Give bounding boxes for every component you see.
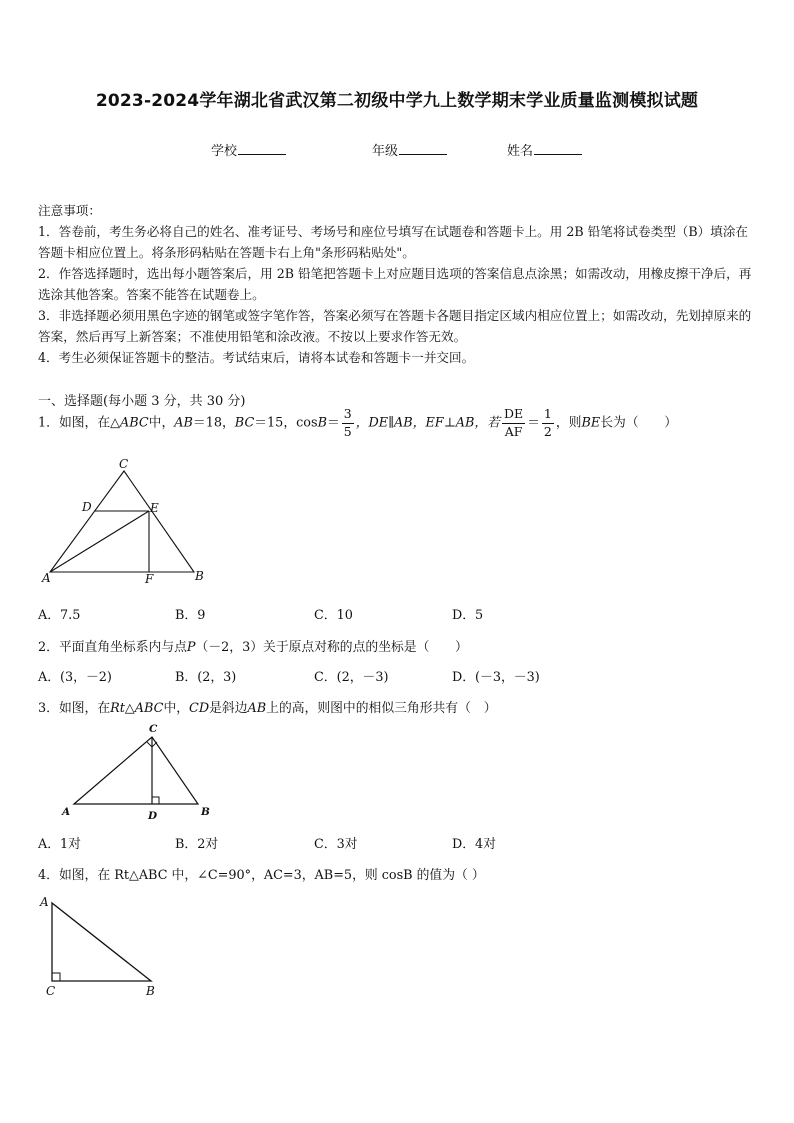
notice-item-2: 2．作答选择题时，选出每小题答案后，用 2B 铅笔把答题卡上对应题目选项的答案信息点涂黑；如需改动，用橡皮擦干净后，再选涂其他答案。答案不能答在试题卷上。 <box>38 266 752 302</box>
name-blank <box>534 142 582 155</box>
q3-option-c[interactable]: C．3对 <box>314 837 358 852</box>
q3-label-d: D <box>148 810 158 822</box>
q1-fraction-de-af <box>502 408 525 438</box>
q2-text-a: 2．平面直角坐标系内与点 <box>38 640 187 655</box>
q3-cd: CD <box>189 701 210 716</box>
q1-eq2: ＝ <box>527 415 540 431</box>
q1-bc-val: ＝15，cos <box>254 415 318 431</box>
q3-ab: AB <box>247 701 267 716</box>
q1-label-e: E <box>150 501 159 515</box>
notice-block <box>38 200 760 368</box>
q1-frac1-den: 5 <box>343 423 352 439</box>
q1-fraction-cosb <box>342 408 354 438</box>
grade-field <box>372 140 447 159</box>
q3-text-c: 是斜边 <box>209 701 248 716</box>
q1-option-a[interactable]: A．7.5 <box>38 608 81 623</box>
q3-option-b[interactable]: B．2对 <box>175 837 219 852</box>
question-4-stem: 4．如图，在 Rt△ABC 中，∠C=90°，AC=3，AB=5，则 cosB 的值为（ ） <box>38 868 485 883</box>
q2-option-a[interactable]: A．(3，－2) <box>38 670 112 685</box>
q3-text-b: 中， <box>163 701 190 716</box>
q2-option-c[interactable]: C．(2，－3) <box>314 670 389 685</box>
q1-ab: AB <box>174 415 193 431</box>
q1-label-c: C <box>119 457 129 471</box>
school-label: 学校 <box>211 144 238 159</box>
q4-right-angle-mark-c <box>52 973 60 981</box>
q1-option-c[interactable]: C．10 <box>314 608 353 623</box>
q3-label-a: A <box>62 806 71 818</box>
q1-fraction-half <box>542 408 554 438</box>
name-label: 姓名 <box>507 144 534 159</box>
q1-frac3-num: 1 <box>542 408 554 424</box>
q2-point-p: P <box>186 640 196 655</box>
q1-tail: 长为（ ） <box>600 415 677 431</box>
q1-frac3-den: 2 <box>543 423 552 439</box>
school-blank <box>238 142 286 155</box>
question-2-stem <box>38 636 468 655</box>
q3-rt-abc: Rt△ABC <box>110 701 164 716</box>
q1-frac2-den: AF <box>504 423 523 439</box>
q2-option-b[interactable]: B．(2，3) <box>175 670 237 685</box>
grade-blank <box>399 142 447 155</box>
q4-label-a: A <box>40 895 49 909</box>
q1-then: ，则 <box>555 415 582 431</box>
q1-be: BE <box>581 415 601 431</box>
q3-option-a[interactable]: A．1对 <box>38 837 81 852</box>
grade-label: 年级 <box>372 144 399 159</box>
q1-option-b[interactable]: B．9 <box>175 608 206 623</box>
q4-triangle-abc <box>52 903 151 981</box>
q1-label-b: B <box>195 569 204 583</box>
q1-eq: ＝ <box>326 415 340 431</box>
notice-item-3: 3．非选择题必须用黑色字迹的钢笔或签字笔作答，答案必须写在答题卡各题目指定区域内相应位置上；如需改动，先划掉原来的答案，然后再写上新答案；不准使用铅笔和涂改液。不按以上要求作答无效。 <box>38 308 752 344</box>
name-field <box>507 140 582 159</box>
q3-triangle-figure <box>58 720 218 826</box>
q1-label-a: A <box>42 571 51 585</box>
notice-item-4: 4．考生必须保证答题卡的整洁。考试结束后，请将本试卷和答题卡一并交回。 <box>38 350 475 365</box>
notice-heading: 注意事项： <box>38 203 101 218</box>
q1-text-2: 中， <box>148 415 175 431</box>
q3-label-b: B <box>201 806 210 818</box>
q1-frac2-num: DE <box>502 408 525 424</box>
notice-item-1: 1．答卷前，考生务必将自己的姓名、准考证号、考场号和座位号填写在试题卷和答题卡上。用 2B 铅笔将试卷类型（B）填涂在答题卡相应位置上。将条形码粘贴在答题卡右上角"条形码粘贴处"。 <box>38 224 749 260</box>
q1-ab-val: ＝18， <box>192 415 235 431</box>
q3-text-a: 3．如图，在 <box>38 701 111 716</box>
q3-right-angle-mark-d <box>152 797 159 804</box>
question-3-stem <box>38 697 496 716</box>
q1-b: B <box>317 415 327 431</box>
student-info-row <box>0 140 794 160</box>
q3-label-c: C <box>149 723 158 735</box>
q1-segment-ae <box>50 511 149 572</box>
q1-option-d[interactable]: D．5 <box>452 608 484 623</box>
q3-option-d[interactable]: D．4对 <box>452 837 496 852</box>
q3-triangle-abc <box>74 737 198 804</box>
school-field <box>211 140 286 159</box>
q1-bc: BC <box>234 415 255 431</box>
q1-abc: ABC <box>119 415 149 431</box>
q3-text-d: 上的高，则图中的相似三角形共有（ ） <box>266 701 497 716</box>
q1-conditions: ，DE∥AB，EF⊥AB，若 <box>355 415 500 431</box>
section-heading: 一、选择题(每小题 3 分，共 30 分) <box>38 394 246 409</box>
q1-text-1: 1．如图，在△ <box>38 415 120 431</box>
q1-triangle-abc <box>50 471 194 572</box>
q2-text-b: （－2，3）关于原点对称的点的坐标是（ ） <box>195 640 468 655</box>
question-1-stem <box>38 408 677 438</box>
q2-option-d[interactable]: D．(－3，－3) <box>452 670 540 685</box>
q1-triangle-figure <box>36 456 216 586</box>
q4-label-b: B <box>146 984 155 998</box>
q1-frac1-num: 3 <box>342 408 354 424</box>
q4-triangle-figure <box>38 892 168 1004</box>
page-title: 2023-2024学年湖北省武汉第二初级中学九上数学期末学业质量监测模拟试题 <box>95 91 699 111</box>
q1-label-f: F <box>145 572 154 586</box>
q4-label-c: C <box>46 984 56 998</box>
q1-label-d: D <box>82 500 92 514</box>
